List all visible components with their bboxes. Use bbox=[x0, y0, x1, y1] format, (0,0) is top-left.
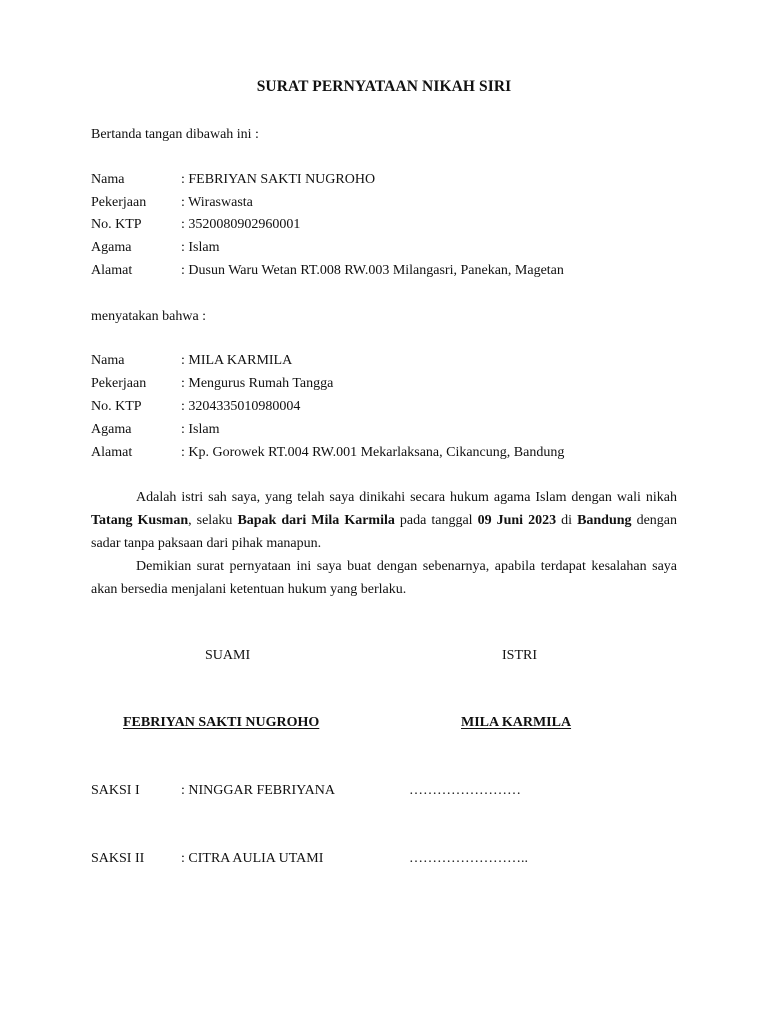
marriage-date: 09 Juni 2023 bbox=[477, 513, 557, 528]
witness-name: : CITRA AULIA UTAMI bbox=[181, 851, 324, 866]
field-value: : Islam bbox=[181, 240, 220, 255]
field-label: Nama bbox=[91, 172, 125, 187]
field-value: : Islam bbox=[181, 422, 220, 437]
wali-relation: Bapak dari Mila Karmila bbox=[237, 513, 395, 528]
husband-name: FEBRIYAN SAKTI NUGROHO bbox=[123, 715, 320, 730]
husband-label: SUAMI bbox=[205, 648, 251, 663]
body-paragraph-1 bbox=[91, 486, 677, 555]
field-label: Pekerjaan bbox=[91, 195, 147, 210]
field-label: No. KTP bbox=[91, 217, 142, 232]
field-label: Agama bbox=[91, 240, 132, 255]
body-text bbox=[91, 486, 677, 601]
field-label: Alamat bbox=[91, 445, 133, 460]
wife-label: ISTRI bbox=[502, 648, 537, 663]
body-paragraph-2: Demikian surat pernyataan ini saya buat dengan sebenarnya, apabila terdapat kesalahan saya akan bersedia menjalani ketentuan hukum yang berlaku. bbox=[91, 559, 677, 597]
witness-label: SAKSI II bbox=[91, 851, 145, 866]
marriage-place: Bandung bbox=[577, 513, 632, 528]
field-value: : MILA KARMILA bbox=[181, 353, 293, 368]
witness-signature-line: …………………….. bbox=[409, 851, 528, 866]
intro-text: Bertanda tangan dibawah ini : bbox=[91, 127, 259, 142]
witness-signature-line: …………………… bbox=[409, 783, 521, 798]
wife-name: MILA KARMILA bbox=[461, 715, 572, 730]
field-label: Agama bbox=[91, 422, 132, 437]
body-text-segment: dengan sadar tanpa paksaan dari pihak manapun. bbox=[91, 513, 678, 551]
field-label: No. KTP bbox=[91, 399, 142, 414]
witness-name: : NINGGAR FEBRIYANA bbox=[181, 783, 336, 798]
statement-text: menyatakan bahwa : bbox=[91, 309, 207, 324]
body-text-segment: di bbox=[556, 513, 578, 528]
field-value: : Mengurus Rumah Tangga bbox=[181, 376, 334, 391]
field-value: : FEBRIYAN SAKTI NUGROHO bbox=[181, 172, 376, 187]
wali-name: Tatang Kusman bbox=[91, 513, 189, 528]
field-label: Alamat bbox=[91, 263, 133, 278]
field-value: : Wiraswasta bbox=[181, 195, 253, 210]
document-title: SURAT PERNYATAAN NIKAH SIRI bbox=[256, 78, 512, 95]
body-text-segment: Adalah istri sah saya, yang telah saya dinikahi secara hukum agama Islam dengan wali nikah bbox=[136, 490, 677, 505]
field-value: : 3204335010980004 bbox=[181, 399, 301, 414]
field-label: Pekerjaan bbox=[91, 376, 147, 391]
field-value: : Kp. Gorowek RT.004 RW.001 Mekarlaksana, Cikancung, Bandung bbox=[181, 445, 565, 460]
witness-label: SAKSI I bbox=[91, 783, 140, 798]
body-text-segment: pada tanggal bbox=[394, 513, 478, 528]
field-label: Nama bbox=[91, 353, 125, 368]
field-value: : Dusun Waru Wetan RT.008 RW.003 Milangasri, Panekan, Magetan bbox=[181, 263, 564, 278]
body-text-segment: , selaku bbox=[188, 513, 238, 528]
field-value: : 3520080902960001 bbox=[181, 217, 301, 232]
